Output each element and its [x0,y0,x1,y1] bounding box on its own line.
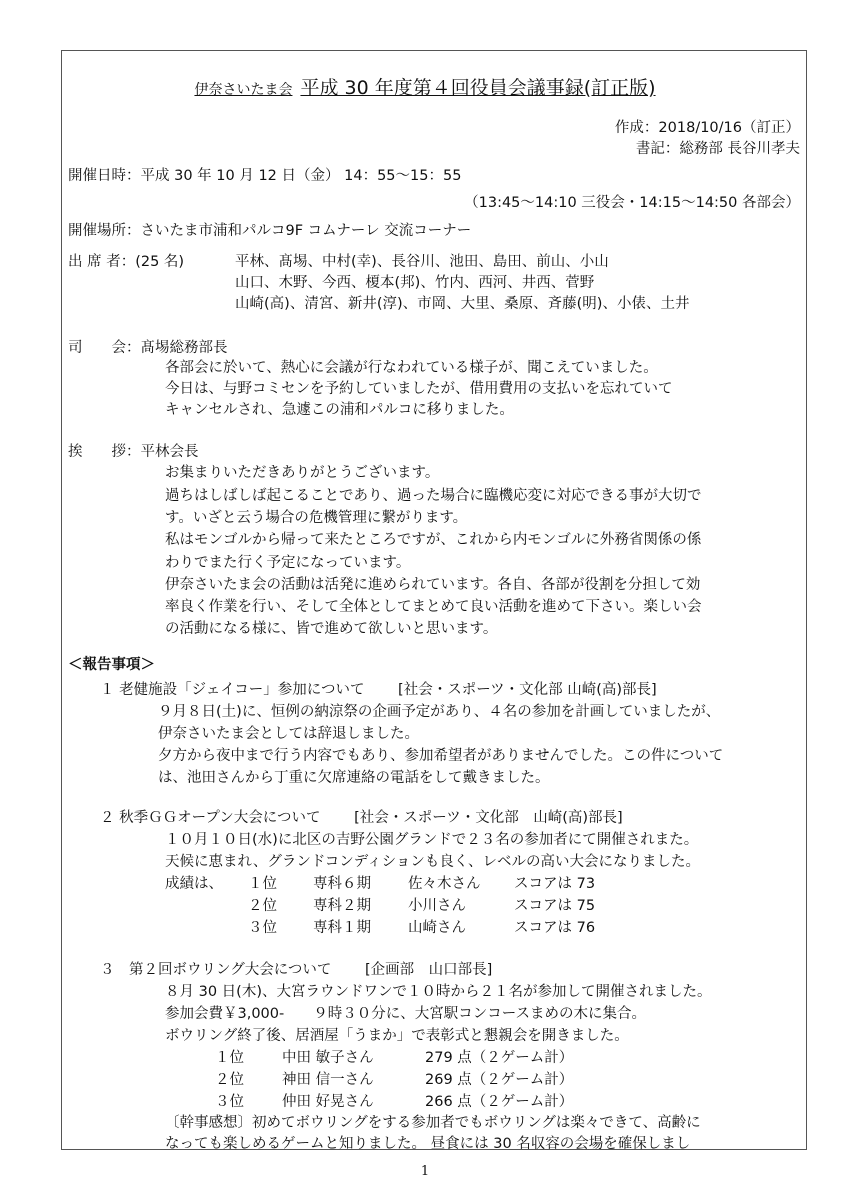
report2-class: 専科６期 [313,876,371,892]
attendees-line: 山崎(高)、清宮、新井(淳)、市岡、大里、桑原、斉藤(明)、小俵、土井 [235,296,690,312]
report3-name: 仲田 好晃さん [282,1094,374,1110]
report2-results-label: 成績は、 [165,876,223,892]
report3-name: 中田 敏子さん [282,1050,374,1066]
greeting-line: す。いざと云う場合の危機管理に繋がります。 [165,510,468,526]
report3-name: 神田 信一さん [282,1072,374,1088]
report1-line: は、池田さんから丁重に欠席連絡の電話をして戴きました。 [158,770,550,786]
mc-line: キャンセルされ、急遽この浦和パルコに移りました。 [165,402,514,418]
mc-line: 各部会に於いて、熱心に会議が行なわれている様子が、聞こえていました。 [165,360,658,376]
report1-title: １ 老健施設「ジェイコー」参加について [社会・スポーツ・文化部 山崎(高)部長] [100,682,657,698]
attendees-label: 出 席 者：(25 名) [68,254,185,270]
greeting-line: の活動になる様に、皆で進めて欲しいと思います。 [165,621,498,637]
report2-name: 佐々木さん [408,876,481,892]
created-date: 作成：2018/10/16（訂正） [614,120,800,136]
clerk: 書記：総務部 長谷川孝夫 [635,141,800,157]
report2-name: 山崎さん [408,920,466,936]
report2-line: １０月１０日(水)に北区の吉野公園グランドで２３名の参加者にて開催されまた。 [165,832,699,848]
document-title [0,78,850,100]
meeting-place: 開催場所：さいたま市浦和パルコ9F コムナーレ 交流コーナー [68,223,472,239]
report2-rank: ２位 [248,898,277,914]
report1-line: 夕方から夜中まで行う内容でもあり、参加希望者がありませんでした。この件について [158,748,724,764]
meeting-date: 開催日時：平成 30 年 10 月 12 日（金） 14：55～15：55 [68,168,462,184]
greeting-line: 私はモンゴルから帰って来たところですが、これから内モンゴルに外務省関係の係 [165,532,702,548]
greeting-line: お集まりいただきありがとうございます。 [165,465,440,481]
greeting-line: 率良く作業を行い、そして全体としてまとめて良い活動を進めて下さい。楽しい会 [165,599,702,615]
report3-score: 279 点（２ゲーム計） [425,1050,574,1066]
page-number: 1 [420,1164,430,1179]
report3-rank: １位 [215,1050,244,1066]
report3-line: ボウリング終了後、居酒屋「うまか」で表彰式と懇親会を開きました。 [165,1028,629,1044]
title-main: 平成 30 年度第４回役員会議事録(訂正版) [300,77,656,99]
report2-line: 天候に恵まれ、グランドコンディションも良く、レベルの高い大会になりました。 [165,854,701,870]
title-org: 伊奈さいたま会 [194,82,293,98]
greeting-label: 挨 拶：平林会長 [68,444,199,460]
report3-impression: 〔幹事感想〕初めてボウリングをする参加者でもボウリングは楽々できて、高齢に [165,1115,701,1131]
mc-label: 司 会：髙埸総務部長 [68,340,228,356]
report2-score: スコアは 76 [514,920,596,936]
greeting-line: わりでまた行く予定になっています。 [165,555,411,571]
report2-title: ２ 秋季ＧＧオープン大会について [社会・スポーツ・文化部 山崎(高)部長] [100,810,623,826]
report2-rank: ３位 [248,920,277,936]
attendees-line: 山口、木野、今西、榎本(邦)、竹内、西河、井西、菅野 [235,275,595,291]
report2-score: スコアは 73 [514,876,596,892]
report3-rank: ２位 [215,1072,244,1088]
attendees-line: 平林、髙埸、中村(幸)、長谷川、池田、島田、前山、小山 [235,254,609,270]
report1-line: 伊奈さいたま会としては辞退しました。 [158,726,419,742]
report3-line: 参加会費￥3,000- ９時３０分に、大宮駅コンコースまめの木に集合。 [165,1006,647,1022]
report2-class: 専科２期 [313,898,371,914]
mc-line: 今日は、与野コミセンを予約していましたが、借用費用の支払いを忘れていて [165,381,673,397]
greeting-line: 伊奈さいたま会の活動は活発に進められています。各自、各部が役割を分担して効 [165,577,701,593]
report2-name: 小川さん [408,898,466,914]
greeting-line: 過ちはしばしば起こることであり、過った場合に臨機応変に対応できる事が大切で [165,488,702,504]
report2-score: スコアは 75 [514,898,596,914]
report3-impression: なっても楽しめるゲームと知りました。 昼食には 30 名収容の会場を確保しまし [165,1136,691,1152]
report3-line: ８月 30 日(木)、大宮ラウンドワンで１０時から２１名が参加して開催されました。 [165,984,712,1000]
report1-line: ９月８日(土)に、恒例の納涼祭の企画予定があり、４名の参加を計画していましたが、 [158,704,721,720]
report2-rank: １位 [248,876,277,892]
report3-rank: ３位 [215,1094,244,1110]
report3-score: 266 点（２ゲーム計） [425,1094,574,1110]
meeting-time-detail: （13:45～14:10 三役会・14:15～14:50 各部会） [464,195,800,211]
report2-class: 専科１期 [313,920,371,936]
report3-title: ３ 第２回ボウリング大会について [企画部 山口部長] [100,962,493,978]
report3-score: 269 点（２ゲーム計） [425,1072,574,1088]
reports-heading: ＜報告事項＞ [68,657,155,673]
